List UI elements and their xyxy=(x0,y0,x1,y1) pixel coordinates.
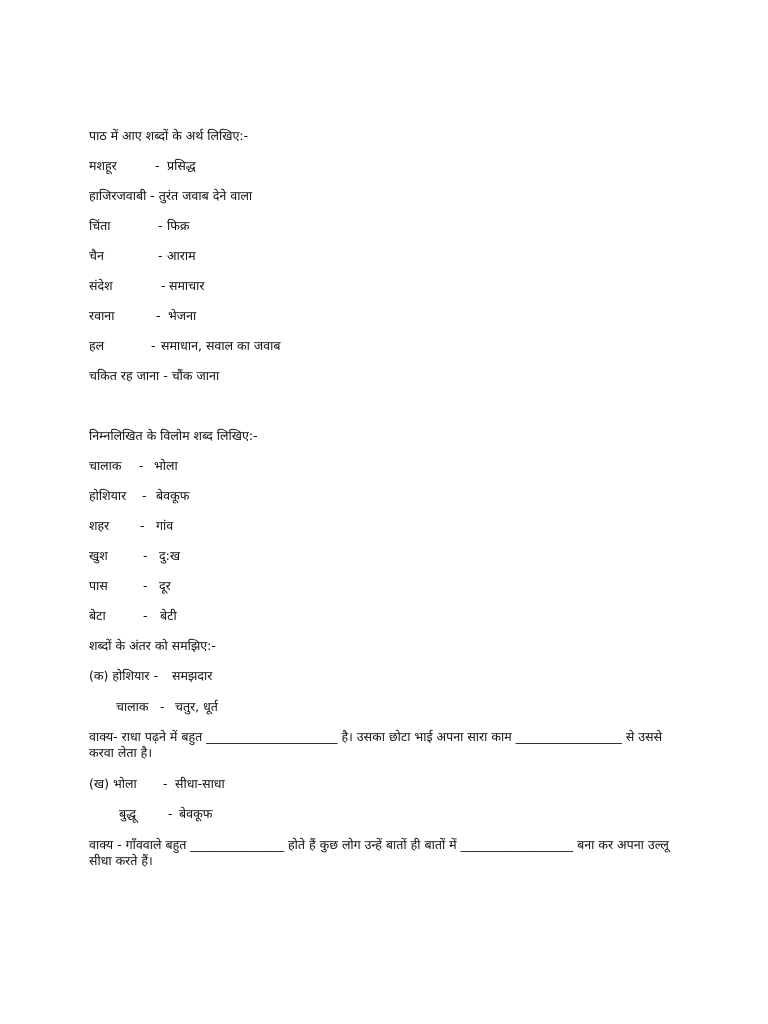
part-k-word2: चालाक xyxy=(116,699,149,714)
meaning: फिक्र xyxy=(167,218,190,233)
separator: - xyxy=(155,158,160,173)
part-k-label: (क) होशियार - xyxy=(89,668,159,683)
separator: - xyxy=(151,338,156,353)
separator: - xyxy=(168,806,173,821)
word: बेटा xyxy=(89,608,106,623)
word: पास xyxy=(89,578,108,593)
separator: - xyxy=(160,699,165,714)
separator: - xyxy=(156,308,161,323)
word: चैन xyxy=(89,248,104,263)
meaning: भेजना xyxy=(168,308,197,323)
part-kh-meaning: सीधा-साधा xyxy=(175,776,225,791)
separator: - xyxy=(161,278,166,293)
part-kh-word2: बुद्धू xyxy=(119,806,137,821)
section3-heading: शब्दों के अंतर को समझिए:- xyxy=(89,638,216,653)
opposite: दूर xyxy=(159,578,171,593)
word: हल xyxy=(89,338,105,353)
separator: - xyxy=(163,776,168,791)
separator: - xyxy=(142,488,147,503)
separator: - xyxy=(143,578,148,593)
separator: - xyxy=(158,218,163,233)
separator: - xyxy=(158,248,163,263)
word: संदेश xyxy=(89,278,113,293)
word: खुश xyxy=(89,548,108,563)
opposite: बेवकूफ xyxy=(156,488,190,503)
word: रवाना xyxy=(89,308,115,323)
word: चालाक xyxy=(89,458,122,473)
word: चिंता xyxy=(89,218,111,233)
meaning-row-inline: हाजिरजवाबी - तुरंत जवाब देने वाला xyxy=(89,188,253,203)
word: मशहूर xyxy=(89,158,117,173)
section1-heading: पाठ में आए शब्दों के अर्थ लिखिए:- xyxy=(89,128,249,143)
separator: - xyxy=(143,608,148,623)
part-k-meaning2: चतुर, धूर्त xyxy=(175,699,218,714)
word: शहर xyxy=(89,518,110,533)
meaning: आराम xyxy=(167,248,196,263)
opposite: गांव xyxy=(156,518,174,533)
opposite: भोला xyxy=(154,458,178,473)
opposite: बेटी xyxy=(160,608,177,623)
part-k-sentence: वाक्य- राधा पढ़ने में बहुत _____________________ है। उसका छोटा भाई अपना सारा काम _________________ से उससे करवा लेता है। xyxy=(89,729,663,760)
part-k-meaning: समझदार xyxy=(172,668,213,683)
part-kh-sentence: वाक्य - गाँववाले बहुत _______________ होते हैं कुछ लोग उन्हें बातों ही बातों में __________________ बना कर अपना उल्लू सीधा करते हैं। xyxy=(89,837,669,868)
section2-heading: निम्नलिखित के विलोम शब्द लिखिए:- xyxy=(89,428,258,443)
part-kh-meaning2: बेवकूफ xyxy=(179,806,213,821)
separator: - xyxy=(140,518,145,533)
word: होशियार xyxy=(89,488,127,503)
meaning: प्रसिद्ध xyxy=(167,158,196,173)
separator: - xyxy=(139,458,144,473)
meaning: समाधान, सवाल का जवाब xyxy=(161,338,281,353)
meaning-row-inline: चकित रह जाना - चौंक जाना xyxy=(89,368,220,383)
part-kh-label: (ख) भोला xyxy=(89,776,137,791)
meaning: समाचार xyxy=(169,278,205,293)
separator: - xyxy=(143,548,148,563)
opposite: दु:ख xyxy=(159,548,181,563)
